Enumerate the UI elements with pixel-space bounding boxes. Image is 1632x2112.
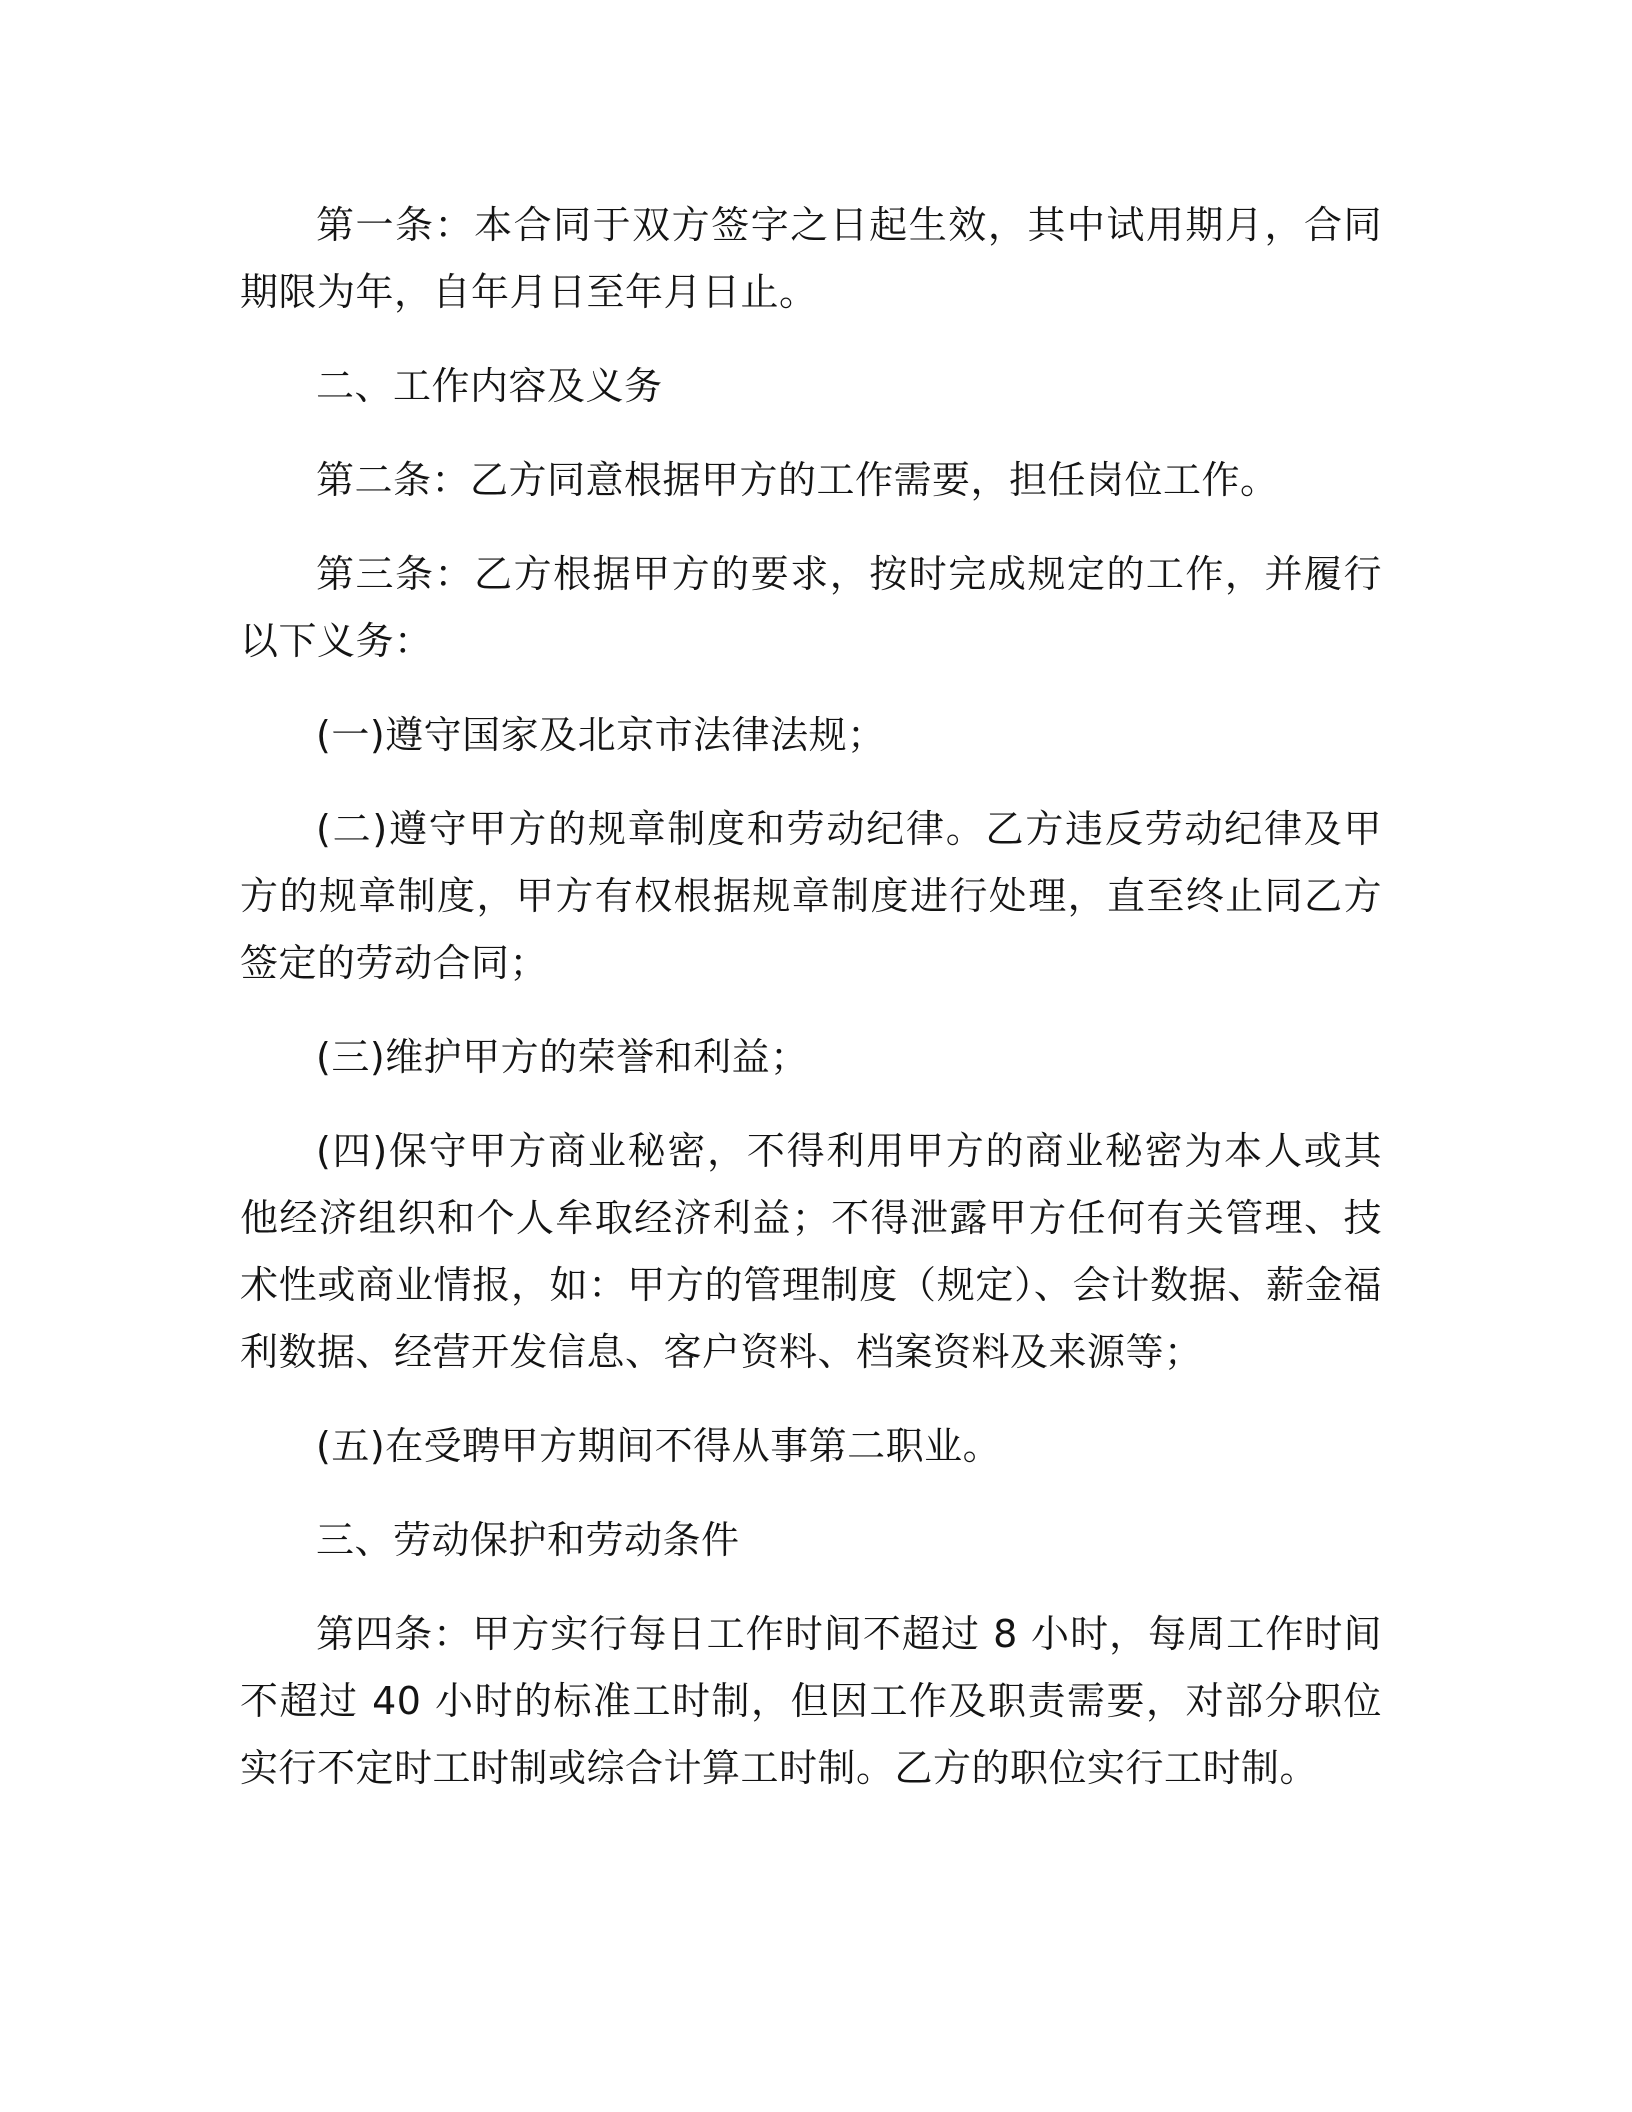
obligation-item-4: (四)保守甲方商业秘密，不得利用甲方的商业秘密为本人或其他经济组织和个人牟取经济利益；不得泄露甲方任何有关管理、技术性或商业情报，如：甲方的管理制度（规定）、会计数据、薪金福利数据、经营开发信息、客户资料、档案资料及来源等；: [240, 1129, 1382, 1374]
clause-2-paragraph: 第二条：乙方同意根据甲方的工作需要，担任岗位工作。: [316, 458, 1279, 502]
clause-3-paragraph: 第三条：乙方根据甲方的要求，按时完成规定的工作，并履行以下义务：: [240, 552, 1382, 663]
obligation-item-2: (二)遵守甲方的规章制度和劳动纪律。乙方违反劳动纪律及甲方的规章制度，甲方有权根据规章制度进行处理，直至终止同乙方签定的劳动合同；: [240, 807, 1382, 985]
obligation-item-5: (五)在受聘甲方期间不得从事第二职业。: [316, 1424, 1002, 1468]
section-3-heading: 三、劳动保护和劳动条件: [316, 1518, 740, 1562]
clause-1-paragraph: 第一条：本合同于双方签字之日起生效，其中试用期月，合同期限为年，自年月日至年月日止。: [240, 203, 1382, 314]
document-page: [240, 192, 1382, 1829]
clause-4-paragraph: 第四条：甲方实行每日工作时间不超过 8 小时，每周工作时间不超过 40 小时的标准工时制，但因工作及职责需要，对部分职位实行不定时工时制或综合计算工时制。乙方的职位实行工时制。: [240, 1612, 1382, 1790]
obligation-item-1: (一)遵守国家及北京市法律法规；: [316, 713, 886, 757]
section-2-heading: 二、工作内容及义务: [316, 364, 663, 408]
obligation-item-3: (三)维护甲方的荣誉和利益；: [316, 1035, 809, 1079]
